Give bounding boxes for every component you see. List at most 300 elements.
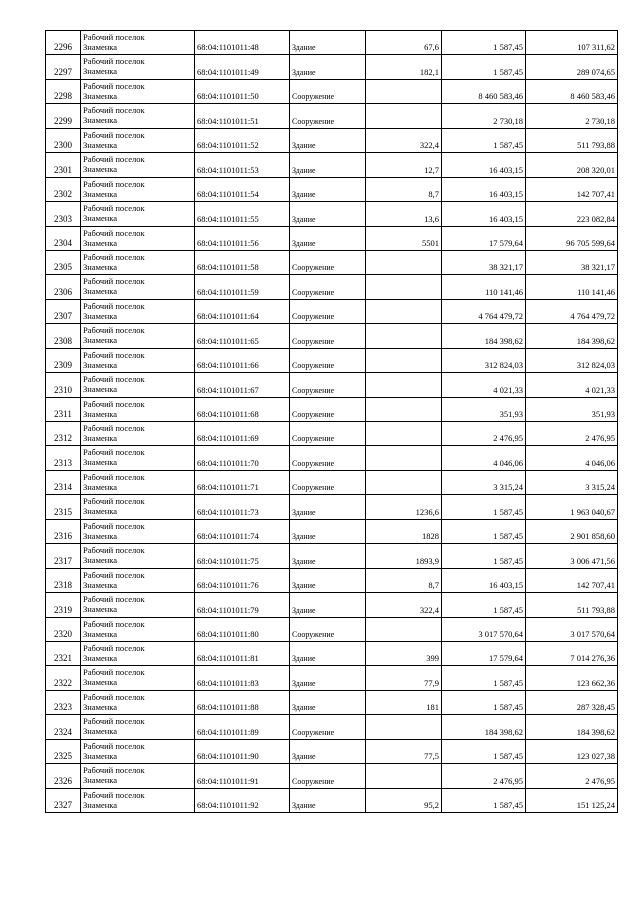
row-number: 2325 bbox=[46, 739, 81, 763]
total-value: 4 021,33 bbox=[526, 373, 618, 397]
row-number: 2314 bbox=[46, 470, 81, 494]
location-line-1: Рабочий поселок bbox=[83, 789, 145, 800]
object-type: Сооружение bbox=[290, 275, 366, 299]
area-value bbox=[366, 617, 442, 641]
row-number: 2308 bbox=[46, 324, 81, 348]
row-number: 2306 bbox=[46, 275, 81, 299]
location-cell bbox=[81, 568, 195, 592]
area-value bbox=[366, 275, 442, 299]
location-cell bbox=[81, 397, 195, 421]
total-value: 511 793,88 bbox=[526, 593, 618, 617]
table-row bbox=[46, 519, 618, 543]
object-type: Здание bbox=[290, 666, 366, 690]
cadastral-number: 68:04:1101011:73 bbox=[195, 495, 290, 519]
rate-value: 16 403,15 bbox=[442, 177, 526, 201]
total-value: 351,93 bbox=[526, 397, 618, 421]
location-line-2: Знаменка bbox=[83, 310, 118, 321]
cadastral-number: 68:04:1101011:58 bbox=[195, 250, 290, 274]
object-type: Здание bbox=[290, 226, 366, 250]
row-number: 2318 bbox=[46, 568, 81, 592]
area-value: 12,7 bbox=[366, 153, 442, 177]
rate-value: 184 398,62 bbox=[442, 715, 526, 739]
location-line-1: Рабочий поселок bbox=[83, 251, 145, 262]
row-number: 2313 bbox=[46, 446, 81, 470]
table-row bbox=[46, 299, 618, 323]
rate-value: 16 403,15 bbox=[442, 153, 526, 177]
rate-value: 16 403,15 bbox=[442, 568, 526, 592]
row-number: 2315 bbox=[46, 495, 81, 519]
cadastral-number: 68:04:1101011:74 bbox=[195, 519, 290, 543]
location-line-2: Знаменка bbox=[83, 677, 118, 688]
table-row bbox=[46, 617, 618, 641]
location-line-1: Рабочий поселок bbox=[83, 594, 145, 605]
area-value: 67,6 bbox=[366, 31, 442, 55]
area-value bbox=[366, 373, 442, 397]
area-value bbox=[366, 324, 442, 348]
row-number: 2322 bbox=[46, 666, 81, 690]
row-number: 2323 bbox=[46, 690, 81, 714]
area-value: 399 bbox=[366, 641, 442, 665]
location-line-1: Рабочий поселок bbox=[83, 618, 145, 629]
total-value: 142 707,41 bbox=[526, 568, 618, 592]
rate-value: 3 315,24 bbox=[442, 470, 526, 494]
location-cell bbox=[81, 739, 195, 763]
total-value: 2 476,95 bbox=[526, 422, 618, 446]
row-number: 2305 bbox=[46, 250, 81, 274]
total-value: 96 705 599,64 bbox=[526, 226, 618, 250]
area-value: 8,7 bbox=[366, 568, 442, 592]
area-value bbox=[366, 470, 442, 494]
location-line-2: Знаменка bbox=[83, 164, 118, 175]
total-value: 123 662,36 bbox=[526, 666, 618, 690]
cadastral-number: 68:04:1101011:59 bbox=[195, 275, 290, 299]
cadastral-number: 68:04:1101011:65 bbox=[195, 324, 290, 348]
rate-value: 1 587,45 bbox=[442, 739, 526, 763]
area-value: 8,7 bbox=[366, 177, 442, 201]
location-cell bbox=[81, 226, 195, 250]
row-number: 2317 bbox=[46, 544, 81, 568]
area-value: 182,1 bbox=[366, 55, 442, 79]
total-value: 123 027,38 bbox=[526, 739, 618, 763]
row-number: 2309 bbox=[46, 348, 81, 372]
location-line-2: Знаменка bbox=[83, 237, 118, 248]
location-line-2: Знаменка bbox=[83, 384, 118, 395]
cadastral-number: 68:04:1101011:70 bbox=[195, 446, 290, 470]
location-cell bbox=[81, 104, 195, 128]
rate-value: 1 587,45 bbox=[442, 519, 526, 543]
object-type: Сооружение bbox=[290, 715, 366, 739]
table-row bbox=[46, 324, 618, 348]
row-number: 2303 bbox=[46, 202, 81, 226]
object-type: Сооружение bbox=[290, 79, 366, 103]
table-row bbox=[46, 202, 618, 226]
table-row bbox=[46, 495, 618, 519]
location-line-1: Рабочий поселок bbox=[83, 56, 145, 67]
cadastral-number: 68:04:1101011:50 bbox=[195, 79, 290, 103]
object-type: Здание bbox=[290, 739, 366, 763]
rate-value: 1 587,45 bbox=[442, 128, 526, 152]
area-value bbox=[366, 397, 442, 421]
cadastral-number: 68:04:1101011:79 bbox=[195, 593, 290, 617]
table-row bbox=[46, 568, 618, 592]
total-value: 223 082,84 bbox=[526, 202, 618, 226]
location-line-2: Знаменка bbox=[83, 335, 118, 346]
area-value bbox=[366, 764, 442, 788]
rate-value: 17 579,64 bbox=[442, 641, 526, 665]
object-type: Сооружение bbox=[290, 446, 366, 470]
total-value: 3 315,24 bbox=[526, 470, 618, 494]
location-cell bbox=[81, 788, 195, 812]
cadastral-number: 68:04:1101011:68 bbox=[195, 397, 290, 421]
location-cell bbox=[81, 348, 195, 372]
location-cell bbox=[81, 470, 195, 494]
table-row bbox=[46, 593, 618, 617]
object-type: Здание bbox=[290, 519, 366, 543]
object-type: Сооружение bbox=[290, 397, 366, 421]
rate-value: 2 730,18 bbox=[442, 104, 526, 128]
location-line-1: Рабочий поселок bbox=[83, 691, 145, 702]
area-value bbox=[366, 104, 442, 128]
area-value bbox=[366, 250, 442, 274]
location-line-1: Рабочий поселок bbox=[83, 276, 145, 287]
object-type: Здание bbox=[290, 568, 366, 592]
cadastral-number: 68:04:1101011:92 bbox=[195, 788, 290, 812]
location-line-2: Знаменка bbox=[83, 261, 118, 272]
total-value: 208 320,01 bbox=[526, 153, 618, 177]
total-value: 3 006 471,56 bbox=[526, 544, 618, 568]
location-cell bbox=[81, 666, 195, 690]
area-value bbox=[366, 348, 442, 372]
location-line-1: Рабочий поселок bbox=[83, 716, 145, 727]
table-row bbox=[46, 422, 618, 446]
object-type: Здание bbox=[290, 202, 366, 226]
cadastral-number: 68:04:1101011:48 bbox=[195, 31, 290, 55]
cadastral-number: 68:04:1101011:53 bbox=[195, 153, 290, 177]
total-value: 2 901 858,60 bbox=[526, 519, 618, 543]
cadastral-number: 68:04:1101011:83 bbox=[195, 666, 290, 690]
location-line-1: Рабочий поселок bbox=[83, 203, 145, 214]
cadastral-number: 68:04:1101011:66 bbox=[195, 348, 290, 372]
location-line-1: Рабочий поселок bbox=[83, 545, 145, 556]
property-table bbox=[45, 30, 618, 813]
cadastral-number: 68:04:1101011:80 bbox=[195, 617, 290, 641]
area-value bbox=[366, 422, 442, 446]
cadastral-number: 68:04:1101011:76 bbox=[195, 568, 290, 592]
location-line-2: Знаменка bbox=[83, 457, 118, 468]
total-value: 2 476,95 bbox=[526, 764, 618, 788]
object-type: Сооружение bbox=[290, 470, 366, 494]
location-cell bbox=[81, 250, 195, 274]
object-type: Здание bbox=[290, 641, 366, 665]
table-row bbox=[46, 55, 618, 79]
area-value: 1236,6 bbox=[366, 495, 442, 519]
location-line-2: Знаменка bbox=[83, 530, 118, 541]
total-value: 312 824,03 bbox=[526, 348, 618, 372]
row-number: 2320 bbox=[46, 617, 81, 641]
location-line-1: Рабочий поселок bbox=[83, 398, 145, 409]
location-line-2: Знаменка bbox=[83, 506, 118, 517]
object-type: Здание bbox=[290, 177, 366, 201]
location-line-1: Рабочий поселок bbox=[83, 642, 145, 653]
location-line-1: Рабочий поселок bbox=[83, 178, 145, 189]
location-cell bbox=[81, 79, 195, 103]
row-number: 2324 bbox=[46, 715, 81, 739]
object-type: Здание bbox=[290, 495, 366, 519]
area-value: 95,2 bbox=[366, 788, 442, 812]
row-number: 2316 bbox=[46, 519, 81, 543]
cadastral-number: 68:04:1101011:90 bbox=[195, 739, 290, 763]
location-line-1: Рабочий поселок bbox=[83, 129, 145, 140]
table-row bbox=[46, 470, 618, 494]
location-line-2: Знаменка bbox=[83, 139, 118, 150]
total-value: 8 460 583,46 bbox=[526, 79, 618, 103]
rate-value: 17 579,64 bbox=[442, 226, 526, 250]
rate-value: 16 403,15 bbox=[442, 202, 526, 226]
table-body bbox=[46, 31, 618, 813]
table-row bbox=[46, 446, 618, 470]
table-row bbox=[46, 31, 618, 55]
object-type: Сооружение bbox=[290, 324, 366, 348]
rate-value: 312 824,03 bbox=[442, 348, 526, 372]
cadastral-number: 68:04:1101011:55 bbox=[195, 202, 290, 226]
location-cell bbox=[81, 202, 195, 226]
location-line-2: Знаменка bbox=[83, 579, 118, 590]
location-cell bbox=[81, 177, 195, 201]
object-type: Сооружение bbox=[290, 104, 366, 128]
cadastral-number: 68:04:1101011:54 bbox=[195, 177, 290, 201]
object-type: Сооружение bbox=[290, 422, 366, 446]
table-row bbox=[46, 177, 618, 201]
table-row bbox=[46, 104, 618, 128]
table-row bbox=[46, 764, 618, 788]
location-line-2: Знаменка bbox=[83, 433, 118, 443]
location-line-2: Знаменка bbox=[83, 775, 118, 786]
total-value: 3 017 570,64 bbox=[526, 617, 618, 641]
table-row bbox=[46, 715, 618, 739]
object-type: Здание bbox=[290, 544, 366, 568]
cadastral-number: 68:04:1101011:56 bbox=[195, 226, 290, 250]
location-line-1: Рабочий поселок bbox=[83, 300, 145, 311]
location-line-1: Рабочий поселок bbox=[83, 569, 145, 580]
object-type: Здание bbox=[290, 690, 366, 714]
total-value: 2 730,18 bbox=[526, 104, 618, 128]
row-number: 2297 bbox=[46, 55, 81, 79]
table-row bbox=[46, 250, 618, 274]
table-row bbox=[46, 788, 618, 812]
location-cell bbox=[81, 153, 195, 177]
rate-value: 1 587,45 bbox=[442, 544, 526, 568]
location-line-2: Знаменка bbox=[83, 652, 118, 663]
area-value: 181 bbox=[366, 690, 442, 714]
location-line-2: Знаменка bbox=[83, 799, 118, 810]
rate-value: 1 587,45 bbox=[442, 666, 526, 690]
location-cell bbox=[81, 275, 195, 299]
object-type: Здание bbox=[290, 31, 366, 55]
rate-value: 38 321,17 bbox=[442, 250, 526, 274]
location-cell bbox=[81, 764, 195, 788]
area-value bbox=[366, 446, 442, 470]
location-cell bbox=[81, 55, 195, 79]
rate-value: 2 476,95 bbox=[442, 422, 526, 446]
rate-value: 110 141,46 bbox=[442, 275, 526, 299]
row-number: 2326 bbox=[46, 764, 81, 788]
location-line-1: Рабочий поселок bbox=[83, 667, 145, 678]
row-number: 2321 bbox=[46, 641, 81, 665]
rate-value: 1 587,45 bbox=[442, 31, 526, 55]
document-page bbox=[45, 30, 617, 813]
table-row bbox=[46, 641, 618, 665]
location-line-1: Рабочий поселок bbox=[83, 80, 145, 91]
row-number: 2327 bbox=[46, 788, 81, 812]
table-row bbox=[46, 544, 618, 568]
location-line-2: Знаменка bbox=[83, 408, 118, 419]
total-value: 142 707,41 bbox=[526, 177, 618, 201]
cadastral-number: 68:04:1101011:51 bbox=[195, 104, 290, 128]
location-cell bbox=[81, 299, 195, 323]
location-cell bbox=[81, 324, 195, 348]
location-line-1: Рабочий поселок bbox=[83, 32, 145, 42]
location-cell bbox=[81, 128, 195, 152]
location-line-2: Знаменка bbox=[83, 66, 118, 77]
total-value: 289 074,65 bbox=[526, 55, 618, 79]
location-line-2: Знаменка bbox=[83, 188, 118, 199]
location-cell bbox=[81, 715, 195, 739]
location-line-1: Рабочий поселок bbox=[83, 740, 145, 751]
location-line-1: Рабочий поселок bbox=[83, 349, 145, 360]
row-number: 2302 bbox=[46, 177, 81, 201]
rate-value: 3 017 570,64 bbox=[442, 617, 526, 641]
row-number: 2296 bbox=[46, 31, 81, 55]
location-line-2: Знаменка bbox=[83, 555, 118, 566]
table-row bbox=[46, 128, 618, 152]
location-line-2: Знаменка bbox=[83, 90, 118, 101]
row-number: 2310 bbox=[46, 373, 81, 397]
location-line-2: Знаменка bbox=[83, 750, 118, 761]
location-line-1: Рабочий поселок bbox=[83, 325, 145, 336]
rate-value: 1 587,45 bbox=[442, 690, 526, 714]
location-line-2: Знаменка bbox=[83, 701, 118, 712]
cadastral-number: 68:04:1101011:89 bbox=[195, 715, 290, 739]
location-line-2: Знаменка bbox=[83, 726, 118, 737]
location-cell bbox=[81, 617, 195, 641]
object-type: Сооружение bbox=[290, 299, 366, 323]
row-number: 2311 bbox=[46, 397, 81, 421]
total-value: 151 125,24 bbox=[526, 788, 618, 812]
rate-value: 1 587,45 bbox=[442, 593, 526, 617]
location-cell bbox=[81, 593, 195, 617]
total-value: 110 141,46 bbox=[526, 275, 618, 299]
location-line-2: Знаменка bbox=[83, 359, 118, 370]
location-cell bbox=[81, 373, 195, 397]
object-type: Здание bbox=[290, 153, 366, 177]
total-value: 184 398,62 bbox=[526, 715, 618, 739]
cadastral-number: 68:04:1101011:88 bbox=[195, 690, 290, 714]
location-line-2: Знаменка bbox=[83, 286, 118, 297]
row-number: 2298 bbox=[46, 79, 81, 103]
location-line-1: Рабочий поселок bbox=[83, 105, 145, 116]
row-number: 2304 bbox=[46, 226, 81, 250]
rate-value: 351,93 bbox=[442, 397, 526, 421]
row-number: 2301 bbox=[46, 153, 81, 177]
location-cell bbox=[81, 641, 195, 665]
total-value: 7 014 276,36 bbox=[526, 641, 618, 665]
location-line-2: Знаменка bbox=[83, 115, 118, 126]
total-value: 107 311,62 bbox=[526, 31, 618, 55]
rate-value: 184 398,62 bbox=[442, 324, 526, 348]
location-line-1: Рабочий поселок bbox=[83, 765, 145, 776]
table-row bbox=[46, 397, 618, 421]
location-line-2: Знаменка bbox=[83, 213, 118, 224]
location-line-1: Рабочий поселок bbox=[83, 154, 145, 165]
table-row bbox=[46, 690, 618, 714]
cadastral-number: 68:04:1101011:49 bbox=[195, 55, 290, 79]
rate-value: 2 476,95 bbox=[442, 764, 526, 788]
object-type: Здание bbox=[290, 593, 366, 617]
row-number: 2299 bbox=[46, 104, 81, 128]
location-cell bbox=[81, 446, 195, 470]
location-cell bbox=[81, 422, 195, 446]
object-type: Сооружение bbox=[290, 250, 366, 274]
location-cell bbox=[81, 690, 195, 714]
cadastral-number: 68:04:1101011:52 bbox=[195, 128, 290, 152]
location-cell bbox=[81, 544, 195, 568]
total-value: 287 328,45 bbox=[526, 690, 618, 714]
area-value: 77,9 bbox=[366, 666, 442, 690]
row-number: 2307 bbox=[46, 299, 81, 323]
location-cell bbox=[81, 519, 195, 543]
row-number: 2300 bbox=[46, 128, 81, 152]
object-type: Сооружение bbox=[290, 764, 366, 788]
cadastral-number: 68:04:1101011:91 bbox=[195, 764, 290, 788]
area-value: 1828 bbox=[366, 519, 442, 543]
location-cell bbox=[81, 495, 195, 519]
row-number: 2319 bbox=[46, 593, 81, 617]
cadastral-number: 68:04:1101011:69 bbox=[195, 422, 290, 446]
location-line-1: Рабочий поселок bbox=[83, 447, 145, 458]
table-row bbox=[46, 739, 618, 763]
row-number: 2312 bbox=[46, 422, 81, 446]
total-value: 38 321,17 bbox=[526, 250, 618, 274]
area-value bbox=[366, 79, 442, 103]
total-value: 511 793,88 bbox=[526, 128, 618, 152]
location-line-2: Знаменка bbox=[83, 628, 118, 639]
total-value: 4 046,06 bbox=[526, 446, 618, 470]
cadastral-number: 68:04:1101011:64 bbox=[195, 299, 290, 323]
location-cell bbox=[81, 31, 195, 55]
object-type: Здание bbox=[290, 788, 366, 812]
table-row bbox=[46, 373, 618, 397]
object-type: Здание bbox=[290, 55, 366, 79]
table-row bbox=[46, 79, 618, 103]
area-value bbox=[366, 715, 442, 739]
table-row bbox=[46, 666, 618, 690]
rate-value: 4 046,06 bbox=[442, 446, 526, 470]
rate-value: 1 587,45 bbox=[442, 495, 526, 519]
cadastral-number: 68:04:1101011:67 bbox=[195, 373, 290, 397]
object-type: Сооружение bbox=[290, 617, 366, 641]
area-value: 1893,9 bbox=[366, 544, 442, 568]
table-row bbox=[46, 275, 618, 299]
object-type: Сооружение bbox=[290, 348, 366, 372]
rate-value: 8 460 583,46 bbox=[442, 79, 526, 103]
table-row bbox=[46, 226, 618, 250]
location-line-1: Рабочий поселок bbox=[83, 471, 145, 482]
object-type: Здание bbox=[290, 128, 366, 152]
location-line-2: Знаменка bbox=[83, 481, 118, 492]
location-line-2: Знаменка bbox=[83, 604, 118, 615]
cadastral-number: 68:04:1101011:75 bbox=[195, 544, 290, 568]
rate-value: 1 587,45 bbox=[442, 788, 526, 812]
